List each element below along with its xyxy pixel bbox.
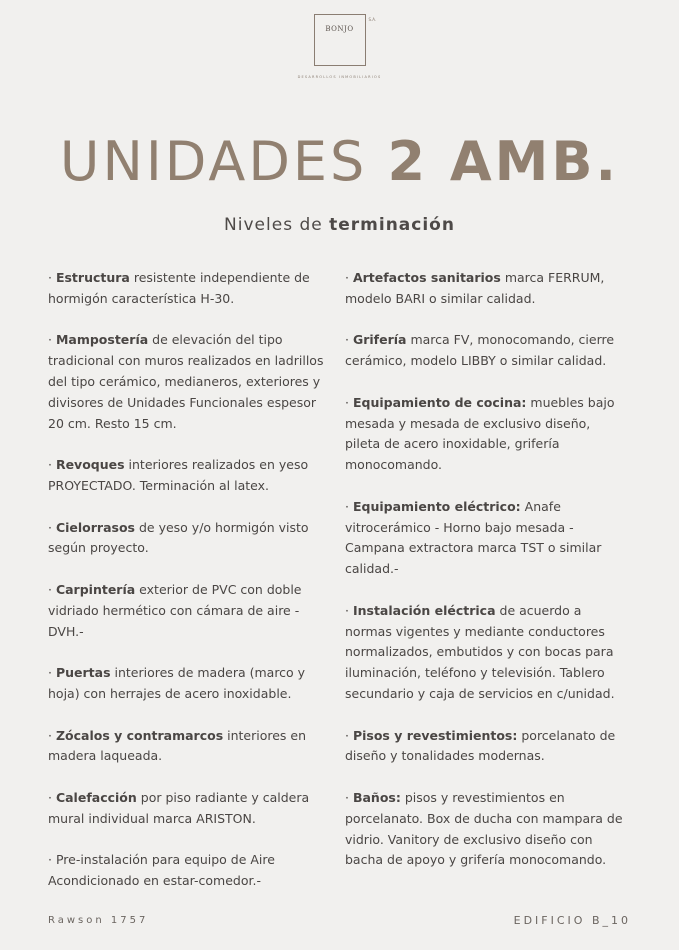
item-text: interiores en madera laqueada. xyxy=(48,727,307,764)
item-text: marca FERRUM, modelo BARI o similar calidad. xyxy=(345,270,605,306)
list-item xyxy=(345,726,627,768)
item-key: Equipamiento de cocina: xyxy=(352,394,527,410)
bullet: · xyxy=(345,498,353,514)
list-item xyxy=(345,393,627,476)
item-text: porcelanato de diseño y tonalidades modernas. xyxy=(345,727,616,764)
item-text: interiores realizados en yeso PROYECTADO. Terminación al latex. xyxy=(48,457,309,493)
brand-logo xyxy=(0,14,679,79)
item-text: marca FV, monocomando, cierre cerámico, modelo LIBBY o similar calidad. xyxy=(345,332,615,369)
bullet: · xyxy=(345,394,353,410)
logo-box xyxy=(314,14,377,66)
list-item xyxy=(48,455,330,497)
bullet: · xyxy=(48,727,56,743)
subtitle-part2: terminación xyxy=(329,215,455,235)
item-text: exterior de PVC con doble vidriado hermético con cámara de aire - DVH.- xyxy=(48,581,302,639)
list-item xyxy=(48,580,330,642)
list-item xyxy=(345,497,627,580)
list-item xyxy=(48,518,330,560)
item-key: Mampostería xyxy=(55,332,149,348)
list-item xyxy=(48,663,330,705)
item-key: Zócalos y contramarcos xyxy=(55,727,224,743)
left-column xyxy=(48,268,330,913)
bullet: · xyxy=(48,789,56,805)
item-key: Instalación eléctrica xyxy=(352,602,496,618)
list-item xyxy=(48,726,330,768)
item-text: Anafe vitrocerámico - Horno bajo mesada - Campana extractora marca TST o similar calidad.- xyxy=(345,498,602,577)
item-key: Estructura xyxy=(55,270,130,285)
list-item xyxy=(48,330,330,434)
page-subtitle xyxy=(0,215,679,235)
item-key: Puertas xyxy=(55,665,111,681)
bullet: · xyxy=(48,519,56,535)
item-key: Grifería xyxy=(352,332,407,348)
bullet: · xyxy=(48,457,56,473)
title-part1: UNIDADES xyxy=(59,130,368,193)
item-text: de yeso y/o hormigón visto según proyecto. xyxy=(48,519,309,556)
list-item xyxy=(345,330,627,372)
item-key: Cielorrasos xyxy=(55,519,135,535)
item-text: pisos y revestimientos en porcelanato. Box de ducha con mampara de vidrio. Vanitory de exclusivo diseño con bacha de apoyo y grifería monocomando. xyxy=(345,789,623,868)
bullet: · xyxy=(48,270,56,285)
bullet: · xyxy=(345,332,353,348)
list-item xyxy=(48,850,330,892)
bullet: · xyxy=(48,665,56,681)
item-text: de elevación del tipo tradicional con muros realizados en ladrillos del tipo cerámico, medianeros, exteriores y divisores de Unidades Funcionales espesor 20 cm. Resto 15 cm. xyxy=(48,332,324,431)
title-part2: 2 AMB. xyxy=(387,130,620,193)
item-text: interiores de madera (marco y hoja) con herrajes de acero inoxidable. xyxy=(48,665,306,701)
list-item xyxy=(345,601,627,705)
logo-name: BONJO xyxy=(325,25,354,33)
list-item xyxy=(48,788,330,830)
bullet: · xyxy=(48,332,56,348)
bullet: · xyxy=(345,602,353,618)
item-text: de acuerdo a normas vigentes y mediante conductores normalizados, embutidos y con bocas para iluminación, teléfono y televisión. Tablero secundario y caja de servicios en c/unidad. xyxy=(345,602,615,701)
item-text: resistente independiente de hormigón característica H-30. xyxy=(48,270,310,306)
item-key: Artefactos sanitarios xyxy=(352,270,501,285)
list-item xyxy=(345,268,627,310)
bullet: · xyxy=(345,727,353,743)
list-item xyxy=(345,788,627,871)
bullet: · xyxy=(48,581,56,597)
item-text: por piso radiante y caldera mural individual marca ARISTON. xyxy=(48,789,310,826)
item-key: Equipamiento eléctrico: xyxy=(352,498,521,514)
bullet: · xyxy=(345,270,353,285)
item-key: Baños: xyxy=(352,789,401,805)
bullet: · xyxy=(48,852,56,868)
subtitle-part1: Niveles de xyxy=(224,215,330,235)
logo-sa: S.A. xyxy=(368,17,377,22)
item-text: Pre-instalación para equipo de Aire Acondicionado en estar-comedor.- xyxy=(48,852,275,889)
item-key: Revoques xyxy=(55,457,125,473)
item-text: muebles bajo mesada y mesada de exclusivo diseño, pileta de acero inoxidable, grifería monocomando. xyxy=(345,394,615,473)
list-item xyxy=(48,268,330,310)
item-key: Carpintería xyxy=(55,581,136,597)
bullet: · xyxy=(345,789,353,805)
logo-tagline: DESARROLLOS INMOBILIARIOS xyxy=(297,75,382,79)
footer-building: EDIFICIO B_10 xyxy=(513,914,631,927)
item-key: Pisos y revestimientos: xyxy=(352,727,518,743)
page-title xyxy=(0,130,679,193)
right-column xyxy=(345,268,627,892)
footer-address: Rawson 1757 xyxy=(48,915,149,926)
item-key: Calefacción xyxy=(55,789,137,805)
